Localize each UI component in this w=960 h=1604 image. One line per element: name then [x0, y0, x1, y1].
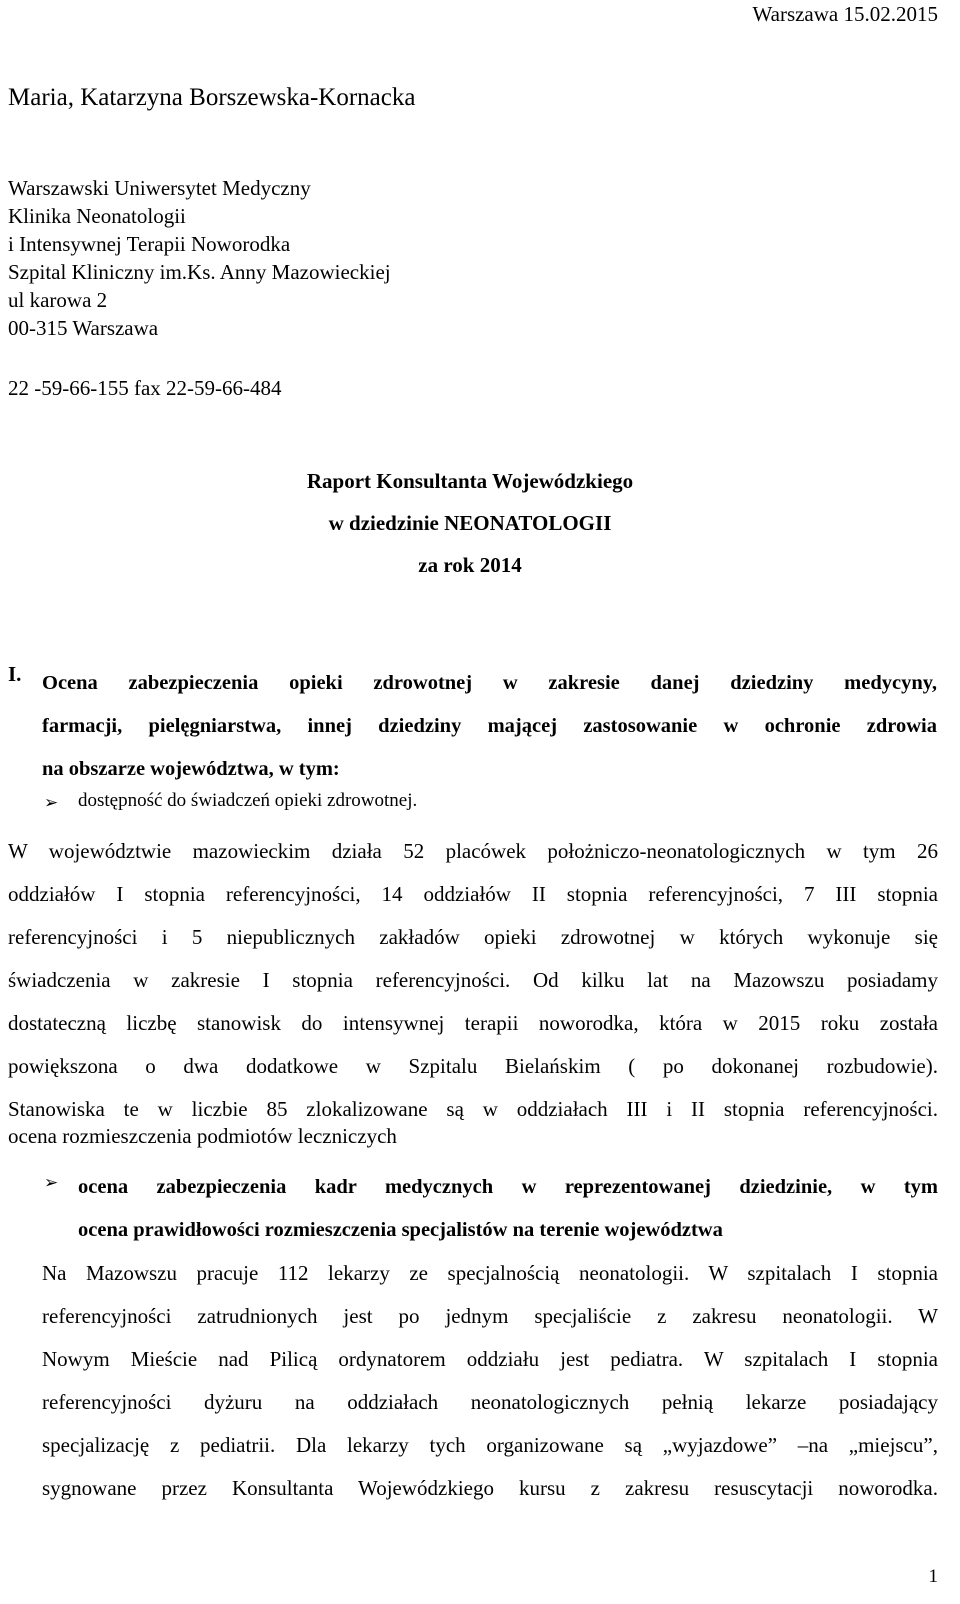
address-line: ul karowa 2: [8, 288, 108, 312]
paragraph-line: referencyjności zatrudnionych jest po jednym specjaliście z zakresu neonatologii. W: [42, 1304, 938, 1328]
section-heading-line: Ocena zabezpieczenia opieki zdrowotnej w zakresie danej dziedziny medycyny,: [42, 672, 937, 694]
section-heading-line: na obszarze województwa, w tym:: [42, 758, 340, 780]
subheading-ocena: ocena rozmieszczenia podmiotów leczniczych: [8, 1124, 397, 1148]
paragraph-line: referencyjności dyżuru na oddziałach neonatologicznych pełnią lekarze posiadający: [42, 1390, 938, 1414]
address-line: i Intensywnej Terapii Noworodka: [8, 232, 291, 256]
bullet-staffing: [78, 1166, 938, 1252]
section-heading: [42, 662, 937, 791]
phone-fax: 22 -59-66-155 fax 22-59-66-484: [8, 376, 282, 400]
arrowhead-bullet-icon: ➢: [44, 793, 59, 813]
paragraph-doctors: [42, 1252, 938, 1510]
address-line: Klinika Neonatologii: [8, 204, 186, 228]
arrowhead-bullet-icon: ➢: [44, 1173, 59, 1193]
report-title-line: w dziedzinie NEONATOLOGII: [328, 511, 612, 535]
bullet-staffing-line: ocena prawidłowości rozmieszczenia specjalistów na terenie województwa: [78, 1219, 723, 1241]
address-line: Szpital Kliniczny im.Ks. Anny Mazowieckiej: [8, 260, 391, 284]
paragraph-line: oddziałów I stopnia referencyjności, 14 oddziałów II stopnia referencyjności, 7 III stopnia: [8, 882, 938, 906]
bullet-availability: dostępność do świadczeń opieki zdrowotnej.: [78, 790, 418, 811]
address-block: [8, 174, 391, 342]
paragraph-line: sygnowane przez Konsultanta Wojewódzkiego kursu z zakresu resuscytacji noworodka.: [42, 1476, 938, 1500]
address-line: Warszawski Uniwersytet Medyczny: [8, 176, 311, 200]
document-date: Warszawa 15.02.2015: [752, 2, 938, 26]
paragraph-line: referencyjności i 5 niepublicznych zakładów opieki zdrowotnej w których wykonuje się: [8, 925, 938, 949]
page-number: 1: [928, 1566, 938, 1587]
paragraph-line: Nowym Mieście nad Pilicą ordynatorem oddziału jest pediatra. W szpitalach I stopnia: [42, 1347, 938, 1371]
paragraph-line: W województwie mazowieckim działa 52 placówek położniczo-neonatologicznych w tym 26: [8, 839, 938, 863]
author-name: Maria, Katarzyna Borszewska-Kornacka: [8, 84, 416, 111]
paragraph-line: Stanowiska te w liczbie 85 zlokalizowane są w oddziałach III i II stopnia referencyjności.: [8, 1097, 938, 1121]
section-numeral: I.: [8, 662, 22, 686]
bullet-staffing-line: ocena zabezpieczenia kadr medycznych w reprezentowanej dziedzinie, w tym: [78, 1176, 938, 1198]
address-line: 00-315 Warszawa: [8, 316, 159, 340]
paragraph-facilities: [8, 830, 938, 1131]
paragraph-line: powiększona o dwa dodatkowe w Szpitalu Bielańskim ( po dokonanej rozbudowie).: [8, 1054, 938, 1078]
paragraph-line: specjalizację z pediatrii. Dla lekarzy tych organizowane są „wyjazdowe” –na „miejscu”,: [42, 1433, 938, 1457]
report-title-line: Raport Konsultanta Wojewódzkiego: [306, 469, 634, 493]
paragraph-line: Na Mazowszu pracuje 112 lekarzy ze specjalnością neonatologii. W szpitalach I stopnia: [42, 1261, 938, 1285]
paragraph-line: świadczenia w zakresie I stopnia referencyjności. Od kilku lat na Mazowszu posiadamy: [8, 968, 938, 992]
paragraph-line: dostateczną liczbę stanowisk do intensywnej terapii noworodka, która w 2015 roku została: [8, 1011, 938, 1035]
section-heading-line: farmacji, pielęgniarstwa, innej dziedziny mającej zastosowanie w ochronie zdrowia: [42, 715, 937, 737]
report-title-line: za rok 2014: [418, 553, 522, 577]
report-title: [270, 460, 670, 586]
